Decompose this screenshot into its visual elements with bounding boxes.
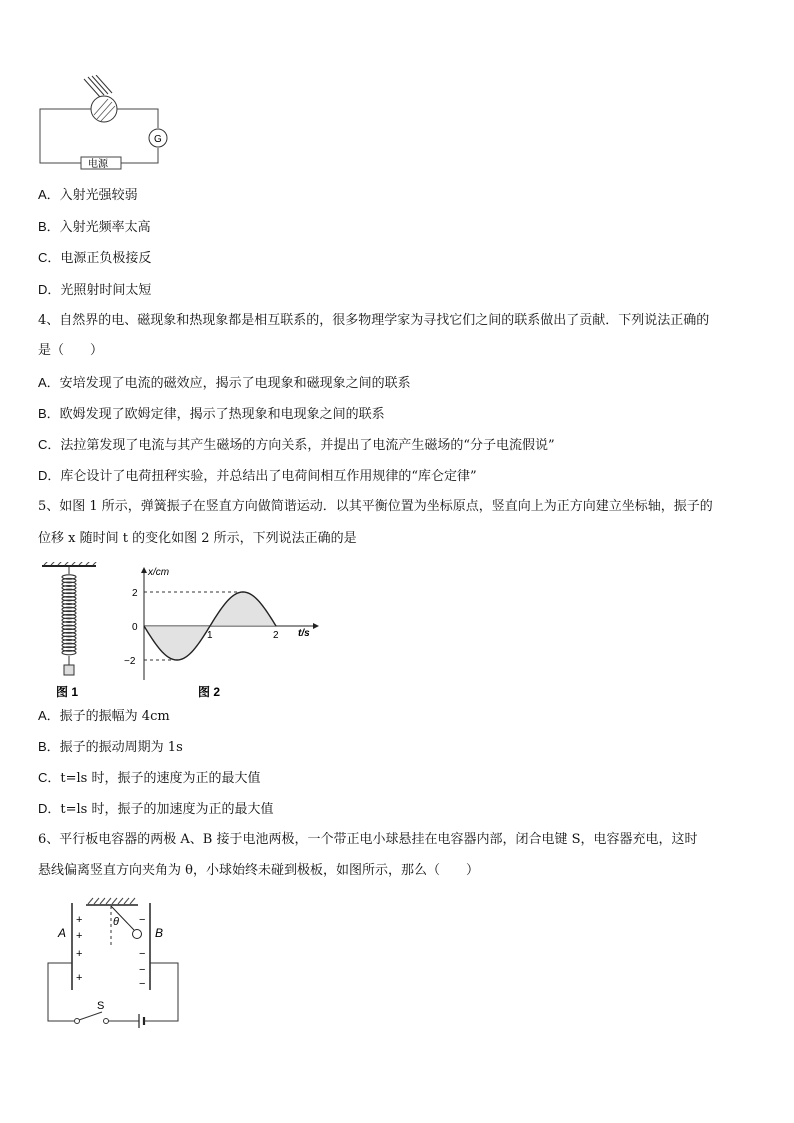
plus-sign: +: [76, 930, 83, 942]
oscillator-mass: [64, 665, 74, 675]
displacement-time-graph: [120, 562, 330, 702]
q4-option-c: [38, 436, 555, 455]
option-text: 库仑设计了电荷扭秤实验，并总结出了电荷间相互作用规律的“库仑定律”: [60, 469, 477, 484]
switch-terminal: [104, 1019, 109, 1024]
option-text: 振子的振幅为 4cm: [59, 709, 170, 724]
data-point: [259, 601, 260, 602]
light-rays: [84, 75, 112, 97]
minus-sign: −: [139, 978, 146, 990]
option-text: 法拉第发现了电流与其产生磁场的方向关系，并提出了电流产生磁场的“分子电流假说”: [60, 438, 555, 453]
option-letter: C．: [38, 437, 61, 452]
switch-blade: [79, 1012, 102, 1020]
q3-option-a: [38, 186, 138, 205]
data-point: [176, 659, 177, 660]
x-tick-label: 2: [273, 630, 279, 641]
x-axis-label: t/s: [298, 628, 310, 639]
q4-stem-line1: 4、自然界的电、磁现象和热现象都是相互联系的，很多物理学家为寻找它们之间的联系做出了贡献．下列说法正确的: [38, 313, 710, 328]
option-letter: B．: [38, 739, 60, 754]
ceiling-hatching: [44, 562, 98, 565]
data-point: [275, 625, 276, 626]
plate-a-label: A: [58, 926, 67, 940]
q5-stem-line1: 5、如图 1 所示，弹簧振子在竖直方向做简谐运动．以其平衡位置为坐标原点，竖直向上为正方向建立坐标轴，振子的: [38, 499, 713, 514]
ceiling-hatching: [88, 898, 135, 904]
option-text: 电源正负极接反: [60, 251, 152, 266]
switch-label: S: [97, 1000, 105, 1012]
data-point: [209, 625, 210, 626]
option-letter: C．: [38, 250, 61, 265]
fig1-caption: 图 1: [56, 685, 79, 699]
option-text: 欧姆发现了欧姆定律，揭示了热现象和电现象之间的联系: [59, 407, 385, 422]
plate-b-label: B: [155, 926, 164, 940]
galvanometer-label: G: [154, 134, 162, 145]
q4-option-d: [38, 467, 477, 486]
option-letter: C．: [38, 770, 61, 785]
x-tick-label: 1: [207, 630, 213, 641]
circuit-wire-bottom: [121, 148, 158, 163]
option-text: 光照射时间太短: [60, 283, 152, 298]
spring-oscillator-figure: [38, 562, 108, 702]
switch-terminal: [75, 1019, 80, 1024]
capacitor-circuit-figure: [44, 895, 190, 1035]
option-letter: D．: [38, 282, 61, 297]
q6-stem-line1: 6、平行板电容器的两极 A、B 接于电池两极，一个带正电小球悬挂在电容器内部，闭合电键 S，电容器充电，这时: [38, 832, 698, 847]
plus-sign: +: [76, 972, 83, 984]
option-letter: D．: [38, 801, 61, 816]
data-point: [143, 625, 144, 626]
data-point: [242, 591, 243, 592]
q4-option-a: [38, 374, 411, 393]
spring: [62, 575, 76, 655]
q4-option-b: [38, 405, 385, 424]
option-letter: B．: [38, 219, 60, 234]
y-axis-label: x/cm: [148, 567, 170, 578]
option-letter: D．: [38, 468, 61, 483]
photocell-circuit-figure: [36, 75, 176, 175]
q4-stem-line2: 是（ ）: [38, 343, 104, 358]
option-text: t=ls 时，振子的加速度为正的最大值: [60, 802, 274, 817]
q3-option-d: [38, 281, 151, 300]
data-point: [193, 649, 194, 650]
circuit-wire-left: [48, 963, 74, 1021]
data-point: [226, 601, 227, 602]
option-text: 入射光频率太高: [59, 220, 151, 235]
option-letter: A．: [38, 375, 60, 390]
q6-stem-line2: 悬线偏离竖直方向夹角为 θ，小球始终未碰到极板，如图所示，那么（ ）: [38, 863, 479, 878]
option-text: 安培发现了电流的磁效应，揭示了电现象和磁现象之间的联系: [59, 376, 411, 391]
q5-stem-line2: 位移 x 随时间 t 的变化如图 2 所示，下列说法正确的是: [38, 531, 357, 546]
option-letter: A．: [38, 708, 60, 723]
option-text: t=ls 时，振子的速度为正的最大值: [60, 771, 261, 786]
q5-option-b: [38, 738, 183, 757]
y-tick-label: −2: [124, 656, 136, 667]
data-point: [160, 649, 161, 650]
option-letter: B．: [38, 406, 60, 421]
fig2-caption: 图 2: [198, 685, 221, 699]
y-tick-label: 2: [132, 588, 138, 599]
q3-option-b: [38, 218, 151, 237]
option-text: 振子的振动周期为 1s: [59, 740, 183, 755]
plus-sign: +: [76, 914, 83, 926]
q5-option-c: [38, 769, 260, 788]
circuit-wire-right: [117, 109, 158, 128]
angle-label: θ: [113, 916, 119, 928]
q5-option-d: [38, 800, 273, 819]
minus-sign: −: [139, 914, 146, 926]
circuit-wire: [40, 109, 91, 163]
charged-ball: [133, 930, 142, 939]
minus-sign: −: [139, 948, 146, 960]
y-tick-label: 0: [132, 622, 138, 633]
minus-sign: −: [139, 964, 146, 976]
circuit-wire-right: [150, 963, 178, 1021]
q3-option-c: [38, 249, 151, 268]
option-text: 入射光强较弱: [59, 188, 138, 203]
plus-sign: +: [76, 948, 83, 960]
power-source-label: 电源: [88, 159, 108, 170]
q5-option-a: [38, 707, 170, 726]
option-letter: A．: [38, 187, 60, 202]
